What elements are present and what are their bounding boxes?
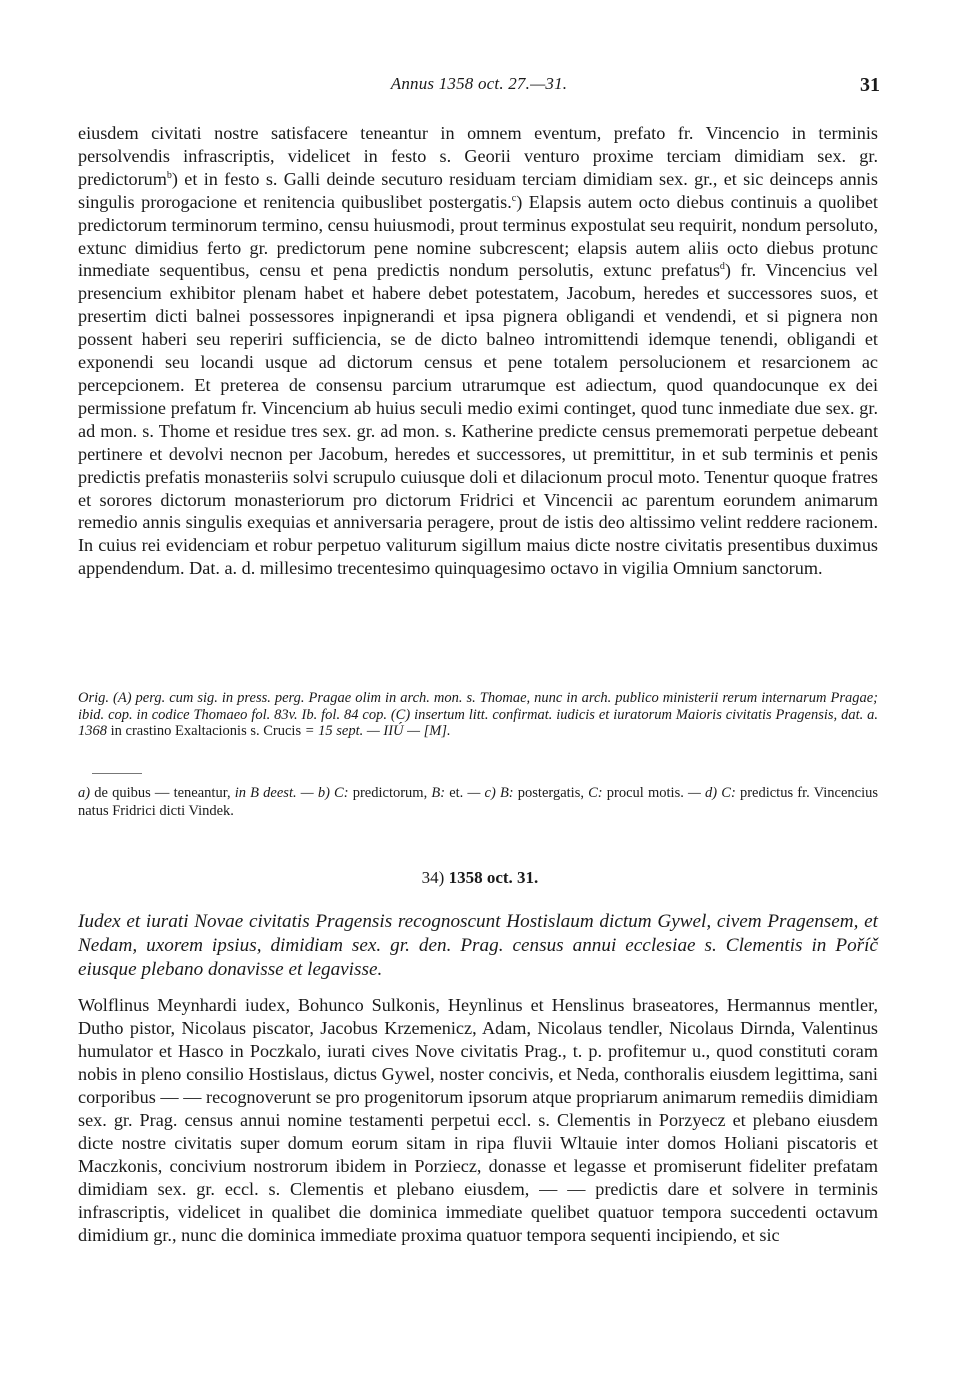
document-regest: Iudex et iurati Novae civitatis Pragensis recognoscunt Hostislaum dictum Gywel, civem Pragensem, et Nedam, uxorem ipsius, dimidiam sex. gr. den. Prag. census annui ecclesiae s. Clementis in Poříč eiusque plebano donavisse et legavisse. (78, 911, 878, 980)
provenance-italic: Orig. (A) perg. cum sig. in press. perg. Pragae olim in arch. mon. s. Thomae, nunc in arch. publico ministerii rerum internarum Pragae; ibid. cop. in codice Thomaeo fol. 83v. Ib. fol. 84 cop. (C) insertum litt. confirmat. iudicis et iuratorum Maioris civitatis Pragensis, dat. a. 1368 (78, 690, 878, 739)
document-number: 34) (421, 868, 449, 887)
footnote-divider (92, 773, 142, 774)
page-number: 31 (860, 74, 880, 96)
charter-text-continued (78, 122, 878, 580)
variant-label: a) (78, 785, 91, 801)
provenance-roman: in crastino Exaltacionis s. Crucis (107, 723, 302, 739)
variant-notes (78, 784, 878, 820)
text-segment: eiusdem civitati nostre satisfacere teneantur in omnem eventum, prefato fr. Vincencio in terminis persolvendis infrascriptis, videlicet in festo s. Georii venturo proxime terciam dimidiam sex. gr. predictorum (78, 123, 878, 189)
variant-text: de quibus — teneantur, (90, 785, 235, 801)
variant-label: — b) C: (296, 785, 349, 801)
variant-text: procul motis. (602, 785, 688, 801)
document-date: 1358 oct. 31. (448, 868, 539, 887)
text-segment: ) fr. Vincencius vel presencium exhibitor plenam habet et habere debet potestatem, Jacobum, heredes et successores suos, et presertim dicti balnei possessores inpignerandi et ipsa pignera obligandi et vendendi, et si pignera non possent haberi seu reperiri sufficiencia, se de dicto balneo intromittendi idemque tenendi, obligandi et exponendi seu locandi usque ad dictorum census et pene totalem persolucionem et resarcionem ac percepcionem. Et preterea de consensu parcium utrarumque est adiectum, quod quandocunque ex dei permissione prefatum fr. Vincencium ab huius seculi medio eximi continget, quod tunc inmediate due sex. gr. ad mon. s. Thome et residue tres sex. gr. ad mon. s. Katherine predicte census prememorati perpetue debeant pertinere et devolvi necnon per Jacobum, heredes et successores, ut premittitur, in et sub terminis et penis predictis prefatis monasteriis solvi scrupulo cuiusque doli et dilacionum procul moto. Tenentur quoque fratres et sorores dictorum monasteriorum pro dictorum Fridrici et Vincencii ac parentum eorundem animarum remedio annis singulis exequias et anniversaria peragere, prout de istis deo altissimo velint reddere racionem. In cuius rei evidenciam et robur perpetuo valiturum sigillum maius dicte nostre civitatis presentibus duximus appendendum. Dat. a. d. millesimo trecentesimo quinquagesimo octavo in vigilia Omnium sanctorum. (78, 260, 879, 579)
variant-text: predictus fr. Vincencius natus Fridrici dicti Vindek. (78, 785, 878, 819)
document-heading (0, 868, 960, 888)
provenance-note (78, 690, 878, 740)
variant-label: — c) B: (467, 785, 514, 801)
variant-italic: B: (431, 785, 446, 801)
note-marker: b (166, 169, 172, 181)
variant-text: predictorum, (348, 785, 432, 801)
charter-text: Wolflinus Meynhardi iudex, Bohunco Sulkonis, Heynlinus et Henslinus braseatores, Hermannus mentler, Dutho pistor, Nicolaus piscator, Jacobus Krzemenicz, Adam, Nicolaus tendler, Nicolaus Dirnda, Valentinus humulator et Hasco in Poczkalo, iurati cives Nove civitatis Prag., t. p. profitemur u., quod constituti coram nobis in pleno consilio Hostislaus, dictus Gywel, noster concivis, et Neda, conthoralis eiusdem legittima, sani corporibus — — recognoverunt se pro progenitorum ipsorum atque propriarum animarum remediis dimidiam sex. gr. Prag. census annui nomine testamenti perpetui eccl. s. Clementis in Porzyecz et plebano eiusdem dicte nostre civitatis super domum eorum sitam in ripa fluvii Wltauie inter domos Holiani piscatoris et Maczkonis, concivium nostrorum ibidem in Porziecz, donasse et legasse et promiserunt fideliter prefatam dimidiam sex. gr. eccl. s. Clementis et plebano eiusdem, — — predictis dare et solvere in terminis infrascriptis, videlicet in qualibet die dominica immediate quelibet quatuor tempora succedenti octavum dimidium gr., nunc die dominica immediate proxima quatuor tempora sequenti incipiendo, et sic (78, 995, 878, 1245)
variant-text: et. (445, 785, 468, 801)
text-segment: ) Elapsis autem octo diebus continuis a quolibet predictorum terminorum termino, censu huiusmodi, prout terminus expostulat seu requirit, nondum persoluto, extunc dimidius ferto gr. predictorum pene nomine subcrescent; elapsis autem aliis octo diebus protunc inmediate sequentibus, censu et pena predictis nondum persolutis, extunc prefatus (78, 191, 878, 281)
note-marker: c (511, 192, 517, 204)
running-title: Annus 1358 oct. 27.—31. (390, 74, 568, 93)
variant-text: postergatis, (513, 785, 589, 801)
running-head (78, 74, 880, 100)
provenance-end: = 15 sept. — IIÚ — [M]. (301, 723, 451, 739)
variant-label: — d) C: (688, 785, 736, 801)
variant-italic: C: (588, 785, 603, 801)
text-segment: ) et in festo s. Galli deinde secuturo residuam terciam dimidiam sex. gr., et sic deinceps annis singulis prorogacione et renitencia quibuslibet postergatis. (78, 168, 878, 212)
variant-italic: in B deest. (234, 785, 297, 801)
note-marker: d (719, 261, 725, 273)
